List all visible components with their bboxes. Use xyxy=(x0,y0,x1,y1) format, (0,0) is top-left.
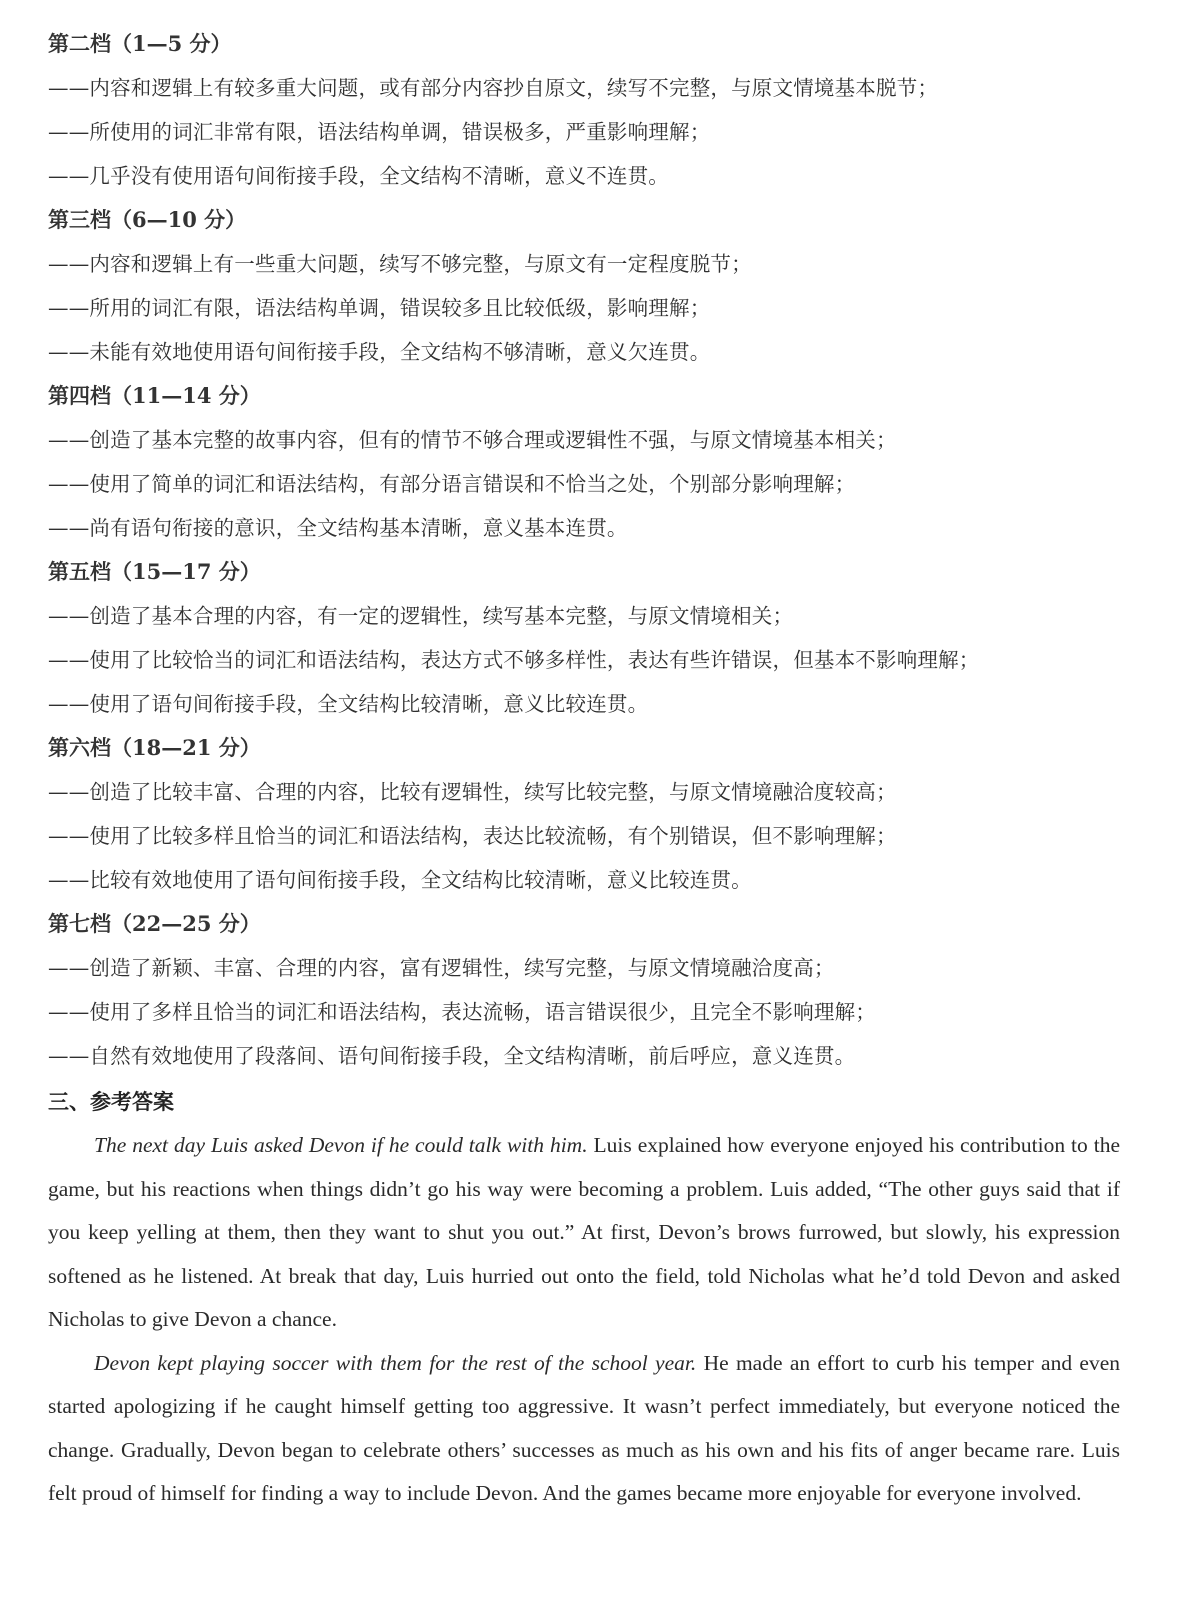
paragraph-lead-sentence: Devon kept playing soccer with them for the rest of the school year. xyxy=(94,1350,697,1375)
criterion-line: ——创造了比较丰富、合理的内容，比较有逻辑性，续写比较完整，与原文情境融洽度较高； xyxy=(48,780,897,804)
criterion-line: ——所使用的词汇非常有限，语法结构单调，错误极多，严重影响理解； xyxy=(48,120,711,144)
paragraph-body: Luis explained how everyone enjoyed his contribution to the game, but his reactions when things didn’t go his way were becoming a problem. Luis added, “The other guys said that if you keep yelling at them, then they want to shut you out.” At first, Devon’s brows furrowed, but slowly, his expression softened as he listened. At break that day, Luis hurried out onto the field, told Nicholas what he’d told Devon and asked Nicholas to give Devon a chance. xyxy=(48,1133,1120,1331)
criterion-line: ——比较有效地使用了语句间衔接手段，全文结构比较清晰，意义比较连贯。 xyxy=(48,868,752,892)
criterion-line: ——使用了简单的词汇和语法结构，有部分语言错误和不恰当之处，个别部分影响理解； xyxy=(48,472,856,496)
section-title: 三、参考答案 xyxy=(48,1090,174,1114)
answer-paragraph xyxy=(48,1342,1120,1516)
criterion-line: ——创造了基本合理的内容，有一定的逻辑性，续写基本完整，与原文情境相关； xyxy=(48,604,794,628)
level-heading: 第五档（15—17 分） xyxy=(48,559,261,584)
criterion-line: ——使用了多样且恰当的词汇和语法结构，表达流畅，语言错误很少，且完全不影响理解； xyxy=(48,1000,876,1024)
level-heading: 第六档（18—21 分） xyxy=(48,735,261,760)
criterion-line: ——使用了语句间衔接手段，全文结构比较清晰，意义比较连贯。 xyxy=(48,692,649,716)
paragraph-lead-sentence: The next day Luis asked Devon if he could talk with him. xyxy=(94,1133,588,1157)
answer-paragraph xyxy=(48,1124,1120,1342)
level-heading: 第四档（11—14 分） xyxy=(48,383,261,408)
criterion-line: ——几乎没有使用语句间衔接手段，全文结构不清晰，意义不连贯。 xyxy=(48,164,669,188)
criterion-line: ——自然有效地使用了段落间、语句间衔接手段，全文结构清晰，前后呼应，意义连贯。 xyxy=(48,1044,856,1068)
level-section xyxy=(48,198,1128,374)
criterion-line: ——内容和逻辑上有较多重大问题，或有部分内容抄自原文，续写不完整，与原文情境基本脱节； xyxy=(48,76,939,100)
level-heading: 第二档（1—5 分） xyxy=(48,31,232,56)
criterion-line: ——未能有效地使用语句间衔接手段，全文结构不够清晰，意义欠连贯。 xyxy=(48,340,711,364)
criterion-line: ——使用了比较多样且恰当的词汇和语法结构，表达比较流畅，有个别错误，但不影响理解； xyxy=(48,824,897,848)
reference-answer-section xyxy=(48,1080,1128,1516)
criterion-line: ——内容和逻辑上有一些重大问题，续写不够完整，与原文有一定程度脱节； xyxy=(48,252,752,276)
level-section xyxy=(48,374,1128,550)
criterion-line: ——使用了比较恰当的词汇和语法结构，表达方式不够多样性，表达有些许错误，但基本不影响理解； xyxy=(48,648,980,672)
scoring-document xyxy=(48,22,1128,1516)
level-heading: 第三档（6—10 分） xyxy=(48,207,247,232)
criterion-line: ——创造了基本完整的故事内容，但有的情节不够合理或逻辑性不强，与原文情境基本相关； xyxy=(48,428,897,452)
criterion-line: ——所用的词汇有限，语法结构单调，错误较多且比较低级，影响理解； xyxy=(48,296,711,320)
level-section xyxy=(48,550,1128,726)
level-section xyxy=(48,726,1128,902)
level-heading: 第七档（22—25 分） xyxy=(48,911,261,936)
criterion-line: ——创造了新颖、丰富、合理的内容，富有逻辑性，续写完整，与原文情境融洽度高； xyxy=(48,956,835,980)
level-section xyxy=(48,902,1128,1078)
criterion-line: ——尚有语句衔接的意识，全文结构基本清晰，意义基本连贯。 xyxy=(48,516,628,540)
paragraph-body: He made an effort to curb his temper and even started apologizing if he caught himself getting too aggressive. It wasn’t perfect immediately, but everyone noticed the change. Gradually, Devon began to celebrate others’ successes as much as his own and his fits of anger became rare. Luis felt proud of himself for finding a way to include Devon. And the games became more enjoyable for everyone involved. xyxy=(48,1350,1120,1505)
level-section xyxy=(48,22,1128,198)
